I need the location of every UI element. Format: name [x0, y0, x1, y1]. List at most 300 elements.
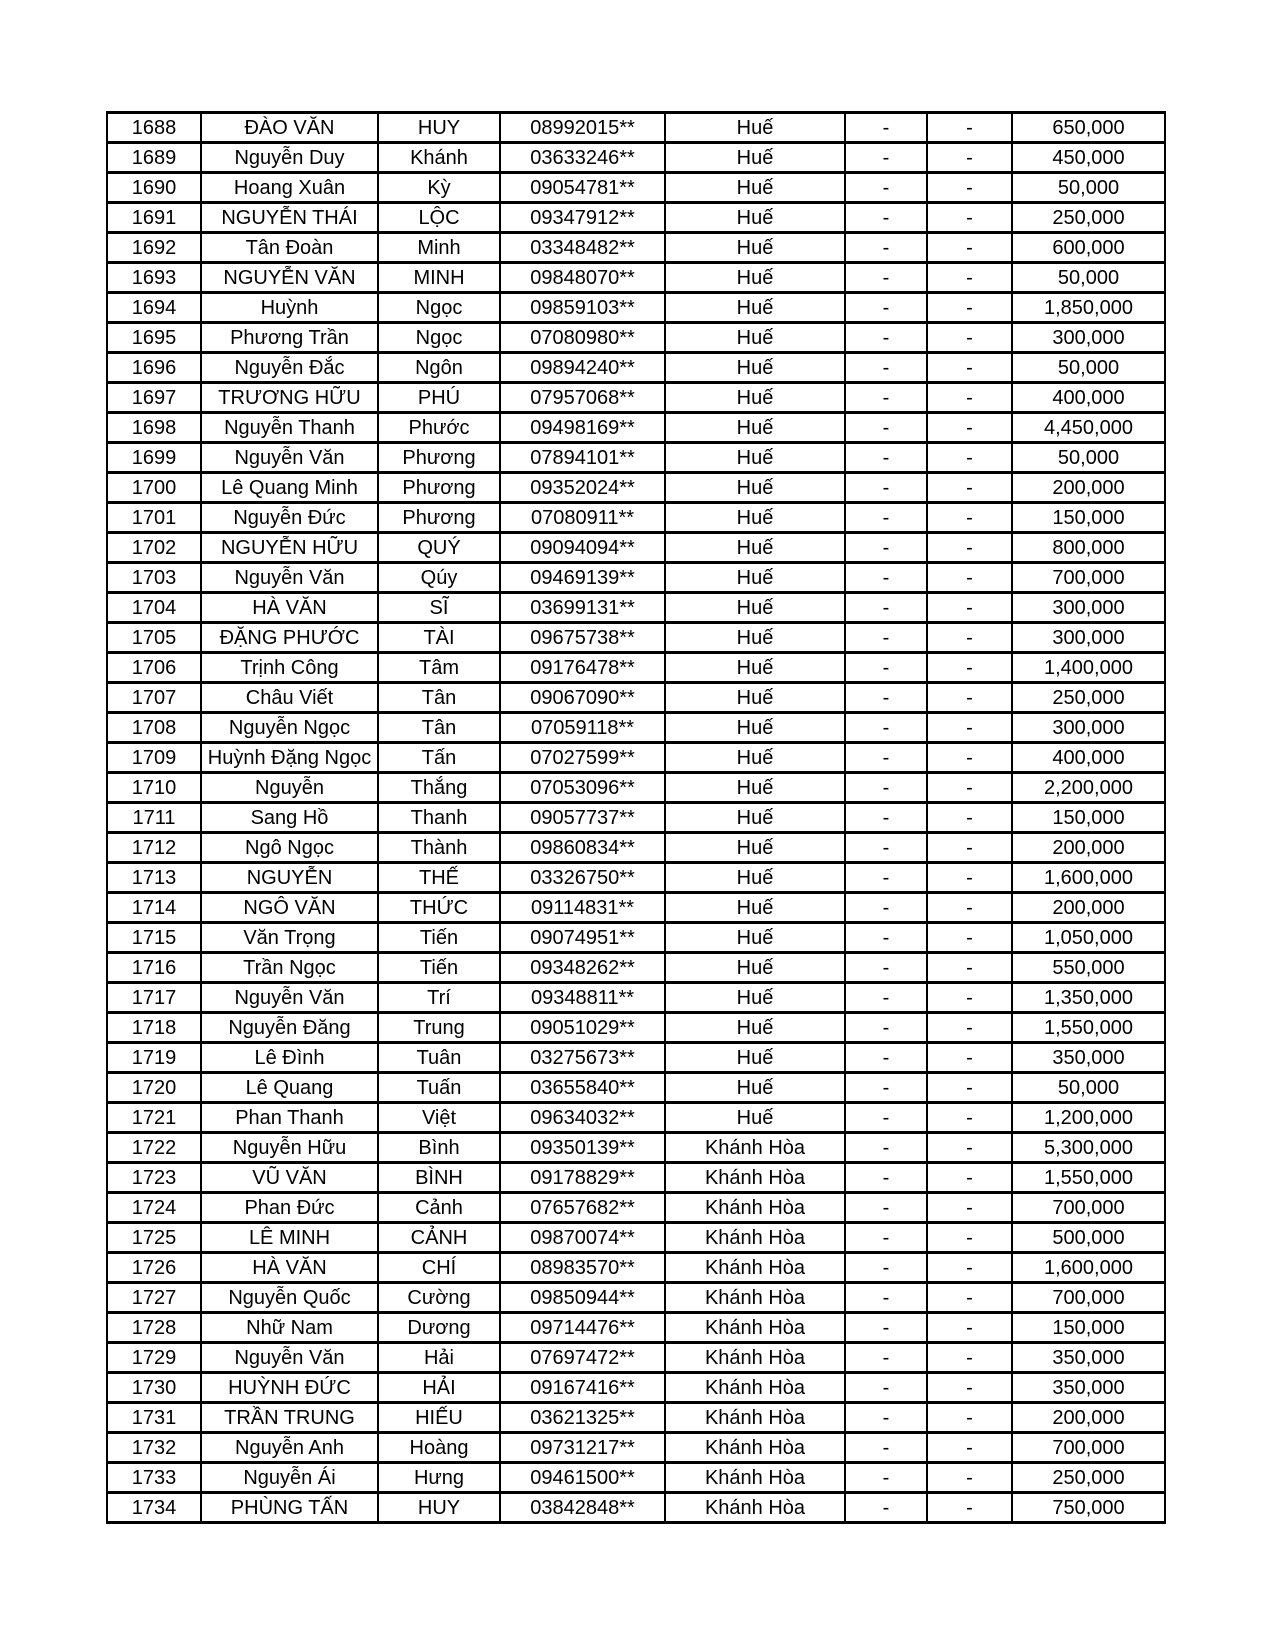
cell-phone: 03655840** — [500, 1073, 665, 1103]
cell-city: Khánh Hòa — [665, 1313, 845, 1343]
cell-dash-1: - — [845, 653, 927, 683]
table-row — [107, 503, 1165, 533]
table-row — [107, 713, 1165, 743]
cell-dash-2: - — [927, 1133, 1012, 1163]
table-row — [107, 1193, 1165, 1223]
cell-dash-1: - — [845, 143, 927, 173]
cell-surname: Nguyễn Quốc — [201, 1283, 378, 1313]
cell-dash-1: - — [845, 1043, 927, 1073]
cell-dash-1: - — [845, 503, 927, 533]
table-row — [107, 1043, 1165, 1073]
cell-phone: 09469139** — [500, 563, 665, 593]
cell-dash-1: - — [845, 413, 927, 443]
cell-surname: Huỳnh — [201, 293, 378, 323]
cell-id: 1734 — [107, 1493, 201, 1523]
cell-dash-2: - — [927, 173, 1012, 203]
cell-city: Huế — [665, 803, 845, 833]
cell-dash-1: - — [845, 713, 927, 743]
table-row — [107, 323, 1165, 353]
cell-dash-1: - — [845, 473, 927, 503]
table-row — [107, 623, 1165, 653]
cell-dash-1: - — [845, 353, 927, 383]
cell-id: 1716 — [107, 953, 201, 983]
cell-surname: Nguyễn Đăng — [201, 1013, 378, 1043]
table-row — [107, 113, 1165, 143]
cell-amount: 300,000 — [1012, 623, 1165, 653]
cell-amount: 250,000 — [1012, 683, 1165, 713]
cell-id: 1697 — [107, 383, 201, 413]
cell-city: Huế — [665, 623, 845, 653]
cell-city: Huế — [665, 383, 845, 413]
cell-dash-1: - — [845, 593, 927, 623]
cell-phone: 09859103** — [500, 293, 665, 323]
cell-phone: 09348811** — [500, 983, 665, 1013]
cell-phone: 09114831** — [500, 893, 665, 923]
cell-given-name: Tuấn — [378, 1073, 500, 1103]
cell-surname: Nguyễn Anh — [201, 1433, 378, 1463]
cell-city: Huế — [665, 773, 845, 803]
cell-amount: 50,000 — [1012, 173, 1165, 203]
cell-city: Khánh Hòa — [665, 1253, 845, 1283]
table-row — [107, 233, 1165, 263]
cell-dash-1: - — [845, 1073, 927, 1103]
cell-phone: 09848070** — [500, 263, 665, 293]
table-row — [107, 413, 1165, 443]
cell-surname: HÀ VĂN — [201, 1253, 378, 1283]
cell-dash-2: - — [927, 1373, 1012, 1403]
cell-given-name: Thành — [378, 833, 500, 863]
cell-id: 1689 — [107, 143, 201, 173]
cell-city: Huế — [665, 293, 845, 323]
cell-given-name: TÀI — [378, 623, 500, 653]
cell-given-name: CẢNH — [378, 1223, 500, 1253]
cell-city: Huế — [665, 593, 845, 623]
cell-given-name: Tân — [378, 683, 500, 713]
cell-city: Huế — [665, 533, 845, 563]
cell-city: Khánh Hòa — [665, 1493, 845, 1523]
cell-amount: 200,000 — [1012, 1403, 1165, 1433]
cell-dash-2: - — [927, 323, 1012, 353]
cell-city: Huế — [665, 713, 845, 743]
cell-surname: Nguyễn Văn — [201, 983, 378, 1013]
cell-given-name: HUY — [378, 1493, 500, 1523]
cell-dash-1: - — [845, 233, 927, 263]
cell-id: 1713 — [107, 863, 201, 893]
cell-dash-2: - — [927, 263, 1012, 293]
cell-surname: NGUYỄN THÁI — [201, 203, 378, 233]
cell-id: 1693 — [107, 263, 201, 293]
cell-city: Huế — [665, 863, 845, 893]
table-row — [107, 593, 1165, 623]
cell-id: 1723 — [107, 1163, 201, 1193]
table-container — [106, 111, 1166, 1524]
cell-city: Huế — [665, 1073, 845, 1103]
cell-amount: 1,550,000 — [1012, 1013, 1165, 1043]
cell-phone: 09350139** — [500, 1133, 665, 1163]
cell-phone: 03326750** — [500, 863, 665, 893]
cell-dash-1: - — [845, 323, 927, 353]
cell-dash-1: - — [845, 953, 927, 983]
cell-city: Huế — [665, 1043, 845, 1073]
cell-phone: 07080980** — [500, 323, 665, 353]
cell-amount: 700,000 — [1012, 563, 1165, 593]
cell-given-name: THỨC — [378, 893, 500, 923]
cell-amount: 800,000 — [1012, 533, 1165, 563]
cell-city: Khánh Hòa — [665, 1433, 845, 1463]
cell-phone: 09054781** — [500, 173, 665, 203]
cell-dash-2: - — [927, 1253, 1012, 1283]
table-row — [107, 143, 1165, 173]
cell-amount: 50,000 — [1012, 353, 1165, 383]
cell-surname: Nguyễn Đức — [201, 503, 378, 533]
cell-dash-1: - — [845, 743, 927, 773]
cell-id: 1724 — [107, 1193, 201, 1223]
cell-phone: 09498169** — [500, 413, 665, 443]
cell-dash-2: - — [927, 1433, 1012, 1463]
cell-id: 1701 — [107, 503, 201, 533]
cell-surname: Nguyễn Ngọc — [201, 713, 378, 743]
cell-surname: Huỳnh Đặng Ngọc — [201, 743, 378, 773]
cell-phone: 09870074** — [500, 1223, 665, 1253]
cell-given-name: Tấn — [378, 743, 500, 773]
cell-amount: 250,000 — [1012, 203, 1165, 233]
cell-id: 1719 — [107, 1043, 201, 1073]
cell-amount: 1,200,000 — [1012, 1103, 1165, 1133]
cell-phone: 07894101** — [500, 443, 665, 473]
cell-given-name: Dương — [378, 1313, 500, 1343]
cell-given-name: Phương — [378, 443, 500, 473]
cell-dash-2: - — [927, 1313, 1012, 1343]
cell-id: 1690 — [107, 173, 201, 203]
cell-dash-2: - — [927, 1193, 1012, 1223]
cell-given-name: Ngôn — [378, 353, 500, 383]
cell-id: 1721 — [107, 1103, 201, 1133]
cell-amount: 1,400,000 — [1012, 653, 1165, 683]
cell-dash-2: - — [927, 1493, 1012, 1523]
table-row — [107, 533, 1165, 563]
cell-id: 1703 — [107, 563, 201, 593]
cell-surname: Nguyễn Duy — [201, 143, 378, 173]
cell-city: Huế — [665, 443, 845, 473]
cell-dash-2: - — [927, 623, 1012, 653]
cell-amount: 300,000 — [1012, 323, 1165, 353]
cell-surname: Văn Trọng — [201, 923, 378, 953]
cell-dash-1: - — [845, 263, 927, 293]
cell-dash-2: - — [927, 473, 1012, 503]
cell-amount: 150,000 — [1012, 803, 1165, 833]
cell-city: Khánh Hòa — [665, 1163, 845, 1193]
cell-dash-1: - — [845, 173, 927, 203]
cell-given-name: HẢI — [378, 1373, 500, 1403]
cell-dash-1: - — [845, 1013, 927, 1043]
cell-phone: 07080911** — [500, 503, 665, 533]
cell-phone: 08983570** — [500, 1253, 665, 1283]
cell-dash-1: - — [845, 1223, 927, 1253]
cell-dash-2: - — [927, 1013, 1012, 1043]
cell-surname: Nguyễn Văn — [201, 443, 378, 473]
cell-phone: 03275673** — [500, 1043, 665, 1073]
cell-dash-1: - — [845, 1373, 927, 1403]
cell-surname: Nguyễn Văn — [201, 1343, 378, 1373]
cell-amount: 650,000 — [1012, 113, 1165, 143]
cell-surname: HUỲNH ĐỨC — [201, 1373, 378, 1403]
cell-dash-2: - — [927, 713, 1012, 743]
cell-dash-2: - — [927, 563, 1012, 593]
cell-surname: ĐẶNG PHƯỚC — [201, 623, 378, 653]
cell-dash-1: - — [845, 1493, 927, 1523]
cell-amount: 350,000 — [1012, 1043, 1165, 1073]
cell-given-name: Minh — [378, 233, 500, 263]
cell-given-name: Tiến — [378, 953, 500, 983]
table-row — [107, 563, 1165, 593]
cell-dash-2: - — [927, 863, 1012, 893]
cell-surname: TRẦN TRUNG — [201, 1403, 378, 1433]
table-row — [107, 1313, 1165, 1343]
cell-amount: 300,000 — [1012, 713, 1165, 743]
cell-id: 1711 — [107, 803, 201, 833]
cell-dash-1: - — [845, 1253, 927, 1283]
cell-id: 1704 — [107, 593, 201, 623]
cell-dash-2: - — [927, 983, 1012, 1013]
cell-given-name: Tân — [378, 713, 500, 743]
cell-dash-2: - — [927, 233, 1012, 263]
cell-surname: ĐÀO VĂN — [201, 113, 378, 143]
table-body — [107, 113, 1165, 1523]
cell-phone: 03842848** — [500, 1493, 665, 1523]
cell-dash-1: - — [845, 113, 927, 143]
table-row — [107, 803, 1165, 833]
cell-dash-1: - — [845, 293, 927, 323]
cell-city: Khánh Hòa — [665, 1343, 845, 1373]
cell-id: 1691 — [107, 203, 201, 233]
cell-id: 1722 — [107, 1133, 201, 1163]
cell-surname: NGUYỄN HỮU — [201, 533, 378, 563]
cell-phone: 09894240** — [500, 353, 665, 383]
cell-amount: 50,000 — [1012, 1073, 1165, 1103]
cell-city: Huế — [665, 113, 845, 143]
cell-id: 1731 — [107, 1403, 201, 1433]
cell-city: Huế — [665, 563, 845, 593]
cell-dash-1: - — [845, 893, 927, 923]
table-row — [107, 1493, 1165, 1523]
cell-dash-2: - — [927, 1463, 1012, 1493]
cell-city: Khánh Hòa — [665, 1373, 845, 1403]
cell-given-name: Việt — [378, 1103, 500, 1133]
cell-surname: Nguyễn Đắc — [201, 353, 378, 383]
cell-surname: Sang Hồ — [201, 803, 378, 833]
cell-id: 1728 — [107, 1313, 201, 1343]
cell-given-name: HUY — [378, 113, 500, 143]
cell-amount: 2,200,000 — [1012, 773, 1165, 803]
cell-id: 1688 — [107, 113, 201, 143]
cell-amount: 400,000 — [1012, 743, 1165, 773]
cell-dash-2: - — [927, 1403, 1012, 1433]
cell-dash-1: - — [845, 1163, 927, 1193]
payment-list-table — [106, 111, 1166, 1524]
cell-city: Huế — [665, 263, 845, 293]
cell-given-name: Ngọc — [378, 323, 500, 353]
cell-id: 1729 — [107, 1343, 201, 1373]
cell-id: 1692 — [107, 233, 201, 263]
cell-city: Huế — [665, 413, 845, 443]
table-row — [107, 263, 1165, 293]
cell-amount: 1,050,000 — [1012, 923, 1165, 953]
cell-city: Huế — [665, 953, 845, 983]
cell-city: Huế — [665, 743, 845, 773]
cell-city: Huế — [665, 503, 845, 533]
cell-amount: 400,000 — [1012, 383, 1165, 413]
cell-amount: 300,000 — [1012, 593, 1165, 623]
cell-id: 1696 — [107, 353, 201, 383]
cell-dash-1: - — [845, 1133, 927, 1163]
table-row — [107, 1283, 1165, 1313]
cell-dash-2: - — [927, 1073, 1012, 1103]
cell-phone: 09675738** — [500, 623, 665, 653]
cell-amount: 150,000 — [1012, 503, 1165, 533]
cell-surname: NGUYỄN — [201, 863, 378, 893]
cell-dash-2: - — [927, 923, 1012, 953]
cell-amount: 50,000 — [1012, 263, 1165, 293]
cell-phone: 09051029** — [500, 1013, 665, 1043]
cell-dash-2: - — [927, 773, 1012, 803]
cell-given-name: Thanh — [378, 803, 500, 833]
cell-dash-2: - — [927, 953, 1012, 983]
cell-id: 1717 — [107, 983, 201, 1013]
cell-city: Huế — [665, 323, 845, 353]
cell-amount: 750,000 — [1012, 1493, 1165, 1523]
cell-phone: 09860834** — [500, 833, 665, 863]
cell-dash-1: - — [845, 983, 927, 1013]
cell-surname: NGÔ VĂN — [201, 893, 378, 923]
cell-id: 1700 — [107, 473, 201, 503]
cell-id: 1699 — [107, 443, 201, 473]
cell-id: 1694 — [107, 293, 201, 323]
cell-dash-1: - — [845, 773, 927, 803]
table-row — [107, 683, 1165, 713]
cell-id: 1720 — [107, 1073, 201, 1103]
cell-amount: 1,600,000 — [1012, 1253, 1165, 1283]
cell-city: Huế — [665, 1103, 845, 1133]
table-row — [107, 1163, 1165, 1193]
cell-phone: 07053096** — [500, 773, 665, 803]
table-row — [107, 1073, 1165, 1103]
cell-given-name: BÌNH — [378, 1163, 500, 1193]
cell-given-name: Hải — [378, 1343, 500, 1373]
cell-amount: 4,450,000 — [1012, 413, 1165, 443]
cell-phone: 09074951** — [500, 923, 665, 953]
table-row — [107, 953, 1165, 983]
cell-phone: 09850944** — [500, 1283, 665, 1313]
cell-id: 1726 — [107, 1253, 201, 1283]
table-row — [107, 473, 1165, 503]
cell-phone: 09347912** — [500, 203, 665, 233]
cell-city: Khánh Hòa — [665, 1403, 845, 1433]
cell-given-name: Ngọc — [378, 293, 500, 323]
cell-given-name: Cường — [378, 1283, 500, 1313]
cell-id: 1705 — [107, 623, 201, 653]
cell-dash-2: - — [927, 443, 1012, 473]
cell-city: Huế — [665, 983, 845, 1013]
cell-surname: Phan Thanh — [201, 1103, 378, 1133]
cell-given-name: Hưng — [378, 1463, 500, 1493]
table-row — [107, 1403, 1165, 1433]
cell-surname: Châu Viết — [201, 683, 378, 713]
cell-id: 1727 — [107, 1283, 201, 1313]
cell-surname: Lê Quang — [201, 1073, 378, 1103]
cell-dash-2: - — [927, 533, 1012, 563]
cell-dash-1: - — [845, 383, 927, 413]
cell-city: Khánh Hòa — [665, 1463, 845, 1493]
table-row — [107, 1013, 1165, 1043]
cell-dash-1: - — [845, 1343, 927, 1373]
cell-dash-1: - — [845, 1193, 927, 1223]
cell-city: Huế — [665, 233, 845, 263]
cell-given-name: LỘC — [378, 203, 500, 233]
cell-city: Huế — [665, 353, 845, 383]
cell-given-name: THẾ — [378, 863, 500, 893]
cell-dash-2: - — [927, 1343, 1012, 1373]
cell-id: 1725 — [107, 1223, 201, 1253]
cell-dash-1: - — [845, 533, 927, 563]
table-row — [107, 383, 1165, 413]
cell-id: 1730 — [107, 1373, 201, 1403]
cell-given-name: Thắng — [378, 773, 500, 803]
table-row — [107, 203, 1165, 233]
cell-given-name: MINH — [378, 263, 500, 293]
cell-surname: Hoang Xuân — [201, 173, 378, 203]
cell-dash-1: - — [845, 1433, 927, 1463]
cell-phone: 07059118** — [500, 713, 665, 743]
cell-surname: Trần Ngọc — [201, 953, 378, 983]
cell-dash-2: - — [927, 743, 1012, 773]
cell-given-name: Phước — [378, 413, 500, 443]
cell-phone: 03699131** — [500, 593, 665, 623]
cell-city: Huế — [665, 653, 845, 683]
cell-phone: 09057737** — [500, 803, 665, 833]
cell-id: 1714 — [107, 893, 201, 923]
cell-phone: 09634032** — [500, 1103, 665, 1133]
cell-dash-2: - — [927, 833, 1012, 863]
cell-phone: 09094094** — [500, 533, 665, 563]
cell-dash-1: - — [845, 203, 927, 233]
table-row — [107, 863, 1165, 893]
cell-surname: Nguyễn Văn — [201, 563, 378, 593]
table-row — [107, 1343, 1165, 1373]
cell-surname: Tân Đoàn — [201, 233, 378, 263]
cell-given-name: HIẾU — [378, 1403, 500, 1433]
cell-given-name: Bình — [378, 1133, 500, 1163]
cell-dash-2: - — [927, 413, 1012, 443]
cell-dash-2: - — [927, 1103, 1012, 1133]
cell-city: Huế — [665, 683, 845, 713]
cell-surname: Nhữ Nam — [201, 1313, 378, 1343]
cell-dash-2: - — [927, 893, 1012, 923]
cell-given-name: Tâm — [378, 653, 500, 683]
cell-surname: Ngô Ngọc — [201, 833, 378, 863]
cell-phone: 03348482** — [500, 233, 665, 263]
cell-dash-2: - — [927, 503, 1012, 533]
cell-dash-2: - — [927, 803, 1012, 833]
table-row — [107, 773, 1165, 803]
table-row — [107, 353, 1165, 383]
cell-dash-2: - — [927, 143, 1012, 173]
cell-dash-1: - — [845, 833, 927, 863]
cell-city: Khánh Hòa — [665, 1223, 845, 1253]
cell-dash-1: - — [845, 863, 927, 893]
cell-surname: TRƯƠNG HỮU — [201, 383, 378, 413]
cell-dash-2: - — [927, 353, 1012, 383]
cell-given-name: Hoàng — [378, 1433, 500, 1463]
